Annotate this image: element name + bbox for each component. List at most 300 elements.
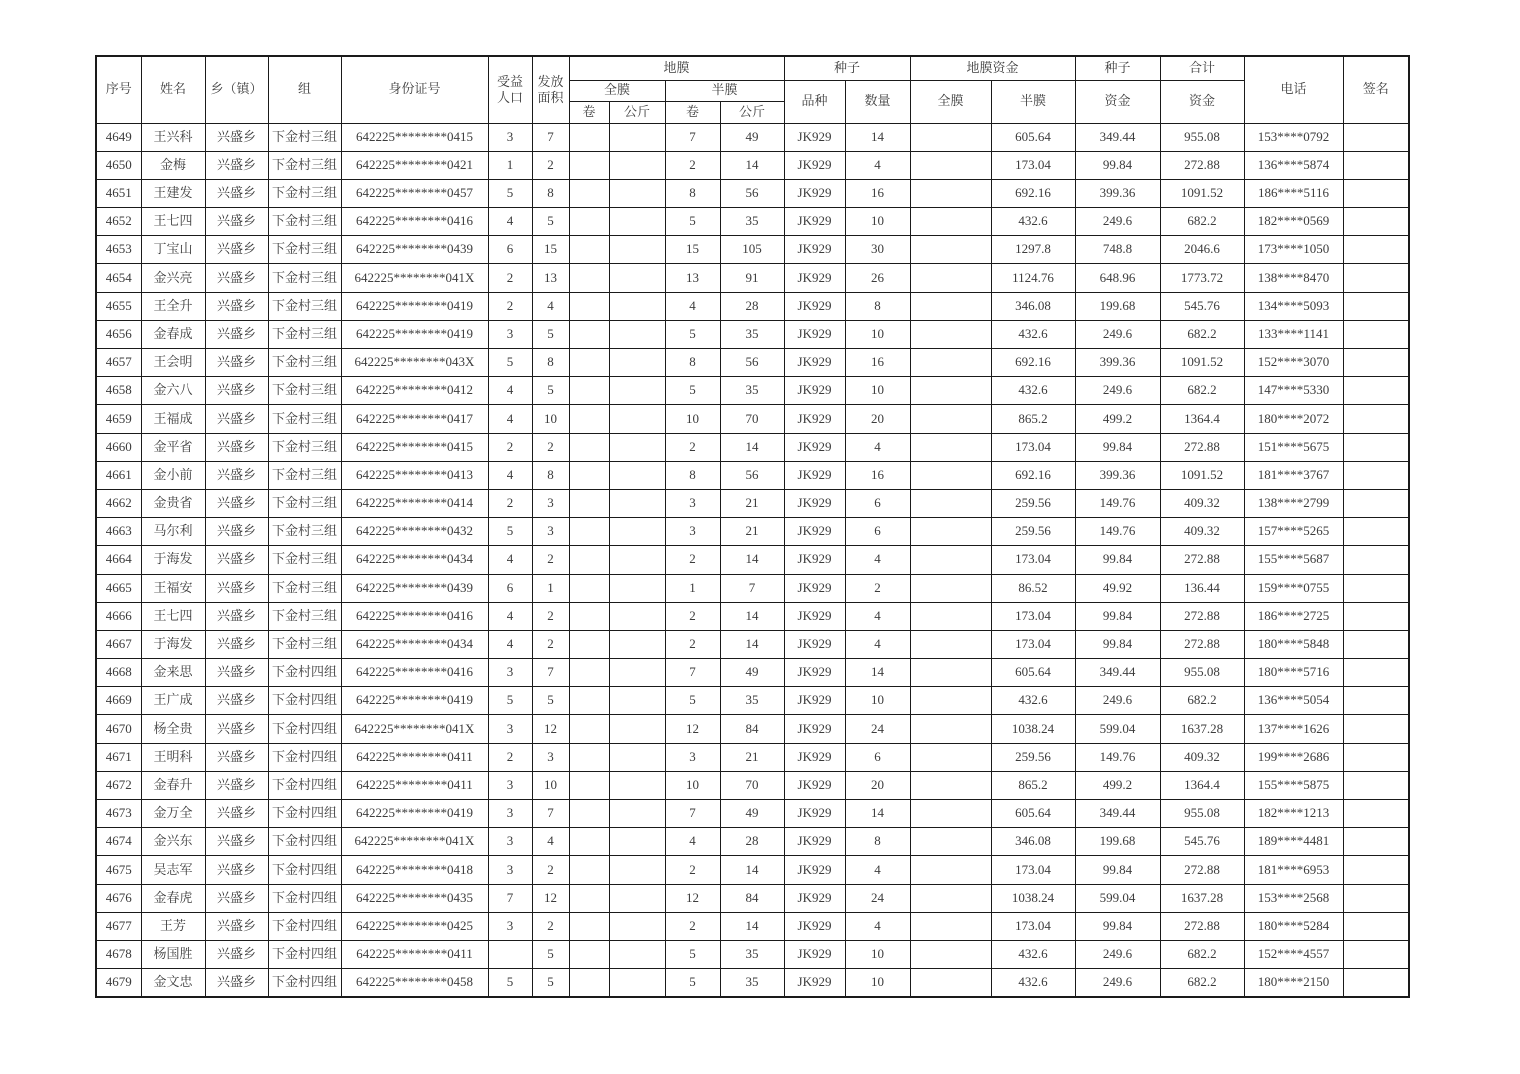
cell-fund-total: 1637.28 [1160, 884, 1244, 912]
cell-fund-total: 682.2 [1160, 940, 1244, 968]
header-half-film-rolls: 卷 [665, 101, 720, 123]
cell-township: 兴盛乡 [205, 151, 268, 179]
cell-half-film-rolls: 2 [665, 602, 720, 630]
cell-issue-area: 2 [532, 602, 569, 630]
header-variety: 品种 [784, 80, 845, 123]
cell-group: 下金村四组 [268, 940, 341, 968]
cell-seq: 4679 [96, 969, 141, 997]
cell-fund-total: 1364.4 [1160, 771, 1244, 799]
cell-signature [1343, 969, 1409, 997]
cell-issue-area: 5 [532, 687, 569, 715]
cell-group: 下金村三组 [268, 546, 341, 574]
table-row [96, 715, 1409, 743]
cell-fund-full-film [910, 856, 991, 884]
cell-signature [1343, 771, 1409, 799]
cell-half-film-rolls: 2 [665, 151, 720, 179]
cell-beneficiary-pop: 3 [488, 771, 532, 799]
cell-issue-area: 5 [532, 320, 569, 348]
cell-seed-qty: 16 [845, 349, 910, 377]
cell-id-number: 642225********0413 [341, 461, 488, 489]
cell-township: 兴盛乡 [205, 377, 268, 405]
cell-fund-half-film: 173.04 [991, 546, 1075, 574]
cell-seed-qty: 20 [845, 771, 910, 799]
cell-fund-seed: 499.2 [1075, 771, 1160, 799]
cell-group: 下金村三组 [268, 236, 341, 264]
cell-fund-half-film: 173.04 [991, 856, 1075, 884]
cell-seed-variety: JK929 [784, 236, 845, 264]
cell-fund-half-film: 1038.24 [991, 715, 1075, 743]
cell-seed-qty: 4 [845, 912, 910, 940]
cell-fund-half-film: 346.08 [991, 828, 1075, 856]
cell-beneficiary-pop: 3 [488, 912, 532, 940]
cell-fund-full-film [910, 771, 991, 799]
table-row [96, 828, 1409, 856]
cell-full-film-rolls [569, 940, 609, 968]
cell-full-film-rolls [569, 461, 609, 489]
cell-seed-variety: JK929 [784, 405, 845, 433]
cell-half-film-kg: 56 [720, 461, 784, 489]
cell-id-number: 642225********0416 [341, 602, 488, 630]
cell-township: 兴盛乡 [205, 940, 268, 968]
cell-half-film-rolls: 15 [665, 236, 720, 264]
cell-phone: 138****8470 [1244, 264, 1343, 292]
cell-full-film-rolls [569, 828, 609, 856]
cell-fund-full-film [910, 433, 991, 461]
cell-seed-variety: JK929 [784, 969, 845, 997]
cell-half-film-rolls: 3 [665, 518, 720, 546]
cell-id-number: 642225********0434 [341, 546, 488, 574]
cell-fund-total: 1091.52 [1160, 461, 1244, 489]
cell-township: 兴盛乡 [205, 574, 268, 602]
cell-seq: 4653 [96, 236, 141, 264]
cell-phone: 155****5687 [1244, 546, 1343, 574]
cell-seed-variety: JK929 [784, 546, 845, 574]
cell-township: 兴盛乡 [205, 602, 268, 630]
header-total-fund: 资金 [1160, 80, 1244, 123]
cell-group: 下金村三组 [268, 208, 341, 236]
cell-name: 金兴亮 [141, 264, 205, 292]
cell-signature [1343, 743, 1409, 771]
cell-seed-qty: 10 [845, 687, 910, 715]
cell-half-film-rolls: 10 [665, 771, 720, 799]
cell-half-film-kg: 14 [720, 546, 784, 574]
cell-half-film-rolls: 12 [665, 715, 720, 743]
cell-seq: 4658 [96, 377, 141, 405]
cell-name: 于海发 [141, 630, 205, 658]
header-total-top: 合计 [1160, 56, 1244, 80]
cell-half-film-kg: 49 [720, 123, 784, 151]
cell-half-film-kg: 91 [720, 264, 784, 292]
cell-id-number: 642225********0425 [341, 912, 488, 940]
cell-signature [1343, 377, 1409, 405]
cell-fund-seed: 99.84 [1075, 151, 1160, 179]
cell-half-film-rolls: 8 [665, 179, 720, 207]
cell-half-film-rolls: 3 [665, 743, 720, 771]
cell-fund-total: 409.32 [1160, 743, 1244, 771]
cell-fund-full-film [910, 349, 991, 377]
cell-seed-variety: JK929 [784, 687, 845, 715]
cell-fund-total: 682.2 [1160, 687, 1244, 715]
cell-group: 下金村三组 [268, 264, 341, 292]
cell-half-film-rolls: 2 [665, 546, 720, 574]
cell-fund-seed: 249.6 [1075, 377, 1160, 405]
cell-group: 下金村三组 [268, 292, 341, 320]
cell-name: 丁宝山 [141, 236, 205, 264]
cell-fund-half-film: 173.04 [991, 912, 1075, 940]
cell-half-film-rolls: 5 [665, 687, 720, 715]
cell-signature [1343, 179, 1409, 207]
cell-issue-area: 7 [532, 123, 569, 151]
cell-seq: 4667 [96, 630, 141, 658]
cell-half-film-kg: 14 [720, 151, 784, 179]
cell-seed-variety: JK929 [784, 377, 845, 405]
cell-fund-full-film [910, 687, 991, 715]
cell-township: 兴盛乡 [205, 320, 268, 348]
cell-half-film-kg: 28 [720, 292, 784, 320]
cell-issue-area: 1 [532, 574, 569, 602]
table-row [96, 800, 1409, 828]
cell-issue-area: 15 [532, 236, 569, 264]
cell-issue-area: 8 [532, 349, 569, 377]
cell-township: 兴盛乡 [205, 912, 268, 940]
cell-full-film-rolls [569, 349, 609, 377]
cell-beneficiary-pop: 2 [488, 489, 532, 517]
cell-fund-half-film: 173.04 [991, 151, 1075, 179]
table-row [96, 659, 1409, 687]
cell-half-film-rolls: 7 [665, 659, 720, 687]
cell-signature [1343, 292, 1409, 320]
cell-issue-area: 12 [532, 884, 569, 912]
cell-beneficiary-pop: 3 [488, 659, 532, 687]
cell-phone: 182****0569 [1244, 208, 1343, 236]
cell-fund-total: 955.08 [1160, 659, 1244, 687]
cell-id-number: 642225********0415 [341, 123, 488, 151]
cell-half-film-rolls: 4 [665, 292, 720, 320]
cell-name: 王建发 [141, 179, 205, 207]
cell-fund-seed: 149.76 [1075, 489, 1160, 517]
cell-seed-qty: 4 [845, 546, 910, 574]
cell-half-film-kg: 56 [720, 179, 784, 207]
cell-half-film-kg: 56 [720, 349, 784, 377]
table-row [96, 940, 1409, 968]
cell-half-film-kg: 14 [720, 630, 784, 658]
cell-seed-variety: JK929 [784, 659, 845, 687]
cell-seed-variety: JK929 [784, 602, 845, 630]
cell-group: 下金村三组 [268, 349, 341, 377]
cell-seq: 4675 [96, 856, 141, 884]
cell-issue-area: 13 [532, 264, 569, 292]
cell-fund-full-film [910, 602, 991, 630]
cell-fund-half-film: 865.2 [991, 405, 1075, 433]
cell-seed-qty: 10 [845, 940, 910, 968]
table-row [96, 489, 1409, 517]
cell-phone: 133****1141 [1244, 320, 1343, 348]
cell-signature [1343, 602, 1409, 630]
cell-fund-full-film [910, 800, 991, 828]
cell-seq: 4650 [96, 151, 141, 179]
cell-id-number: 642225********0417 [341, 405, 488, 433]
cell-beneficiary-pop: 5 [488, 518, 532, 546]
header-group: 组 [268, 56, 341, 123]
cell-phone: 181****6953 [1244, 856, 1343, 884]
table-row [96, 179, 1409, 207]
cell-beneficiary-pop: 3 [488, 123, 532, 151]
cell-seed-variety: JK929 [784, 320, 845, 348]
cell-full-film-rolls [569, 518, 609, 546]
cell-half-film-kg: 35 [720, 969, 784, 997]
cell-signature [1343, 884, 1409, 912]
cell-signature [1343, 349, 1409, 377]
cell-beneficiary-pop: 4 [488, 461, 532, 489]
cell-fund-total: 272.88 [1160, 912, 1244, 940]
cell-seed-qty: 16 [845, 461, 910, 489]
cell-half-film-rolls: 7 [665, 123, 720, 151]
table-row [96, 546, 1409, 574]
cell-half-film-kg: 35 [720, 940, 784, 968]
cell-seed-variety: JK929 [784, 800, 845, 828]
cell-name: 王会明 [141, 349, 205, 377]
cell-full-film-rolls [569, 884, 609, 912]
cell-half-film-kg: 21 [720, 518, 784, 546]
cell-seq: 4670 [96, 715, 141, 743]
cell-fund-seed: 399.36 [1075, 461, 1160, 489]
cell-id-number: 642225********0439 [341, 574, 488, 602]
cell-id-number: 642225********0414 [341, 489, 488, 517]
cell-township: 兴盛乡 [205, 828, 268, 856]
cell-township: 兴盛乡 [205, 349, 268, 377]
header-full-film-kg: 公斤 [609, 101, 665, 123]
cell-issue-area: 2 [532, 856, 569, 884]
cell-name: 金春虎 [141, 884, 205, 912]
cell-full-film-rolls [569, 377, 609, 405]
cell-issue-area: 10 [532, 405, 569, 433]
cell-full-film-kg [609, 461, 665, 489]
cell-beneficiary-pop: 2 [488, 292, 532, 320]
cell-fund-half-film: 432.6 [991, 208, 1075, 236]
cell-seed-variety: JK929 [784, 489, 845, 517]
cell-fund-seed: 199.68 [1075, 828, 1160, 856]
cell-seed-variety: JK929 [784, 715, 845, 743]
cell-beneficiary-pop: 4 [488, 208, 532, 236]
cell-issue-area: 2 [532, 151, 569, 179]
cell-issue-area: 5 [532, 969, 569, 997]
table-row [96, 377, 1409, 405]
cell-full-film-rolls [569, 151, 609, 179]
cell-seq: 4666 [96, 602, 141, 630]
cell-fund-full-film [910, 405, 991, 433]
cell-full-film-rolls [569, 264, 609, 292]
cell-full-film-rolls [569, 659, 609, 687]
cell-full-film-kg [609, 123, 665, 151]
cell-seq: 4651 [96, 179, 141, 207]
cell-beneficiary-pop: 4 [488, 377, 532, 405]
table-row [96, 405, 1409, 433]
cell-fund-total: 545.76 [1160, 828, 1244, 856]
cell-beneficiary-pop: 6 [488, 574, 532, 602]
cell-beneficiary-pop: 2 [488, 264, 532, 292]
cell-full-film-kg [609, 602, 665, 630]
cell-name: 王广成 [141, 687, 205, 715]
cell-fund-total: 136.44 [1160, 574, 1244, 602]
cell-township: 兴盛乡 [205, 884, 268, 912]
cell-full-film-rolls [569, 771, 609, 799]
cell-half-film-kg: 28 [720, 828, 784, 856]
cell-fund-total: 1091.52 [1160, 179, 1244, 207]
cell-fund-seed: 99.84 [1075, 630, 1160, 658]
cell-issue-area: 2 [532, 433, 569, 461]
cell-group: 下金村三组 [268, 405, 341, 433]
cell-seq: 4672 [96, 771, 141, 799]
cell-id-number: 642225********0434 [341, 630, 488, 658]
cell-issue-area: 5 [532, 940, 569, 968]
cell-group: 下金村四组 [268, 771, 341, 799]
cell-township: 兴盛乡 [205, 856, 268, 884]
cell-name: 金春成 [141, 320, 205, 348]
cell-half-film-rolls: 5 [665, 208, 720, 236]
cell-half-film-rolls: 1 [665, 574, 720, 602]
cell-seed-variety: JK929 [784, 349, 845, 377]
table-row [96, 912, 1409, 940]
cell-seed-qty: 10 [845, 208, 910, 236]
cell-seed-qty: 4 [845, 856, 910, 884]
cell-group: 下金村三组 [268, 630, 341, 658]
cell-fund-full-film [910, 969, 991, 997]
cell-full-film-kg [609, 433, 665, 461]
cell-half-film-rolls: 3 [665, 489, 720, 517]
cell-id-number: 642225********043X [341, 349, 488, 377]
table-row [96, 349, 1409, 377]
cell-full-film-kg [609, 208, 665, 236]
table-row [96, 236, 1409, 264]
header-seed-fund-top: 种子 [1075, 56, 1160, 80]
cell-full-film-kg [609, 264, 665, 292]
cell-fund-total: 409.32 [1160, 489, 1244, 517]
cell-seq: 4656 [96, 320, 141, 348]
cell-beneficiary-pop: 2 [488, 743, 532, 771]
cell-name: 金六八 [141, 377, 205, 405]
header-issue-area: 发放 面积 [532, 56, 569, 123]
cell-id-number: 642225********0416 [341, 659, 488, 687]
cell-seed-qty: 2 [845, 574, 910, 602]
cell-name: 王兴科 [141, 123, 205, 151]
table-row [96, 630, 1409, 658]
cell-beneficiary-pop: 2 [488, 433, 532, 461]
cell-full-film-rolls [569, 912, 609, 940]
cell-fund-full-film [910, 546, 991, 574]
cell-signature [1343, 489, 1409, 517]
cell-seed-qty: 4 [845, 630, 910, 658]
cell-half-film-kg: 84 [720, 715, 784, 743]
cell-beneficiary-pop: 6 [488, 236, 532, 264]
cell-issue-area: 7 [532, 659, 569, 687]
cell-fund-half-film: 432.6 [991, 377, 1075, 405]
cell-phone: 153****0792 [1244, 123, 1343, 151]
cell-issue-area: 4 [532, 828, 569, 856]
cell-full-film-rolls [569, 715, 609, 743]
cell-seq: 4662 [96, 489, 141, 517]
cell-seed-qty: 20 [845, 405, 910, 433]
cell-group: 下金村四组 [268, 743, 341, 771]
cell-full-film-kg [609, 349, 665, 377]
cell-fund-half-film: 173.04 [991, 630, 1075, 658]
cell-beneficiary-pop: 1 [488, 151, 532, 179]
cell-full-film-rolls [569, 630, 609, 658]
cell-fund-seed: 349.44 [1075, 659, 1160, 687]
cell-fund-full-film [910, 743, 991, 771]
cell-full-film-kg [609, 771, 665, 799]
cell-seq: 4676 [96, 884, 141, 912]
cell-fund-total: 2046.6 [1160, 236, 1244, 264]
cell-half-film-kg: 70 [720, 771, 784, 799]
cell-fund-full-film [910, 208, 991, 236]
cell-id-number: 642225********0457 [341, 179, 488, 207]
cell-fund-seed: 249.6 [1075, 969, 1160, 997]
cell-full-film-kg [609, 574, 665, 602]
cell-signature [1343, 433, 1409, 461]
cell-half-film-kg: 84 [720, 884, 784, 912]
cell-fund-seed: 648.96 [1075, 264, 1160, 292]
cell-fund-total: 682.2 [1160, 377, 1244, 405]
cell-name: 金小前 [141, 461, 205, 489]
cell-seed-variety: JK929 [784, 940, 845, 968]
cell-fund-full-film [910, 320, 991, 348]
cell-fund-half-film: 346.08 [991, 292, 1075, 320]
cell-seed-variety: JK929 [784, 151, 845, 179]
table-row [96, 320, 1409, 348]
cell-id-number: 642225********0419 [341, 292, 488, 320]
cell-fund-full-film [910, 574, 991, 602]
cell-fund-total: 272.88 [1160, 630, 1244, 658]
cell-half-film-kg: 35 [720, 687, 784, 715]
cell-township: 兴盛乡 [205, 743, 268, 771]
cell-seed-variety: JK929 [784, 912, 845, 940]
cell-seed-qty: 26 [845, 264, 910, 292]
cell-phone: 181****3767 [1244, 461, 1343, 489]
cell-seq: 4654 [96, 264, 141, 292]
cell-phone: 180****2150 [1244, 969, 1343, 997]
cell-fund-seed: 399.36 [1075, 179, 1160, 207]
cell-issue-area: 7 [532, 800, 569, 828]
cell-id-number: 642225********0411 [341, 771, 488, 799]
cell-signature [1343, 461, 1409, 489]
cell-fund-full-film [910, 292, 991, 320]
cell-half-film-rolls: 5 [665, 377, 720, 405]
cell-fund-seed: 99.84 [1075, 546, 1160, 574]
header-half-film-kg: 公斤 [720, 101, 784, 123]
cell-seed-variety: JK929 [784, 264, 845, 292]
cell-fund-total: 409.32 [1160, 518, 1244, 546]
cell-name: 王福成 [141, 405, 205, 433]
cell-id-number: 642225********0421 [341, 151, 488, 179]
cell-name: 金文忠 [141, 969, 205, 997]
header-seed: 种子 [784, 56, 910, 80]
cell-seq: 4665 [96, 574, 141, 602]
cell-half-film-kg: 49 [720, 659, 784, 687]
cell-name: 金平省 [141, 433, 205, 461]
cell-id-number: 642225********0435 [341, 884, 488, 912]
cell-half-film-kg: 35 [720, 208, 784, 236]
cell-seq: 4668 [96, 659, 141, 687]
cell-fund-half-film: 173.04 [991, 433, 1075, 461]
cell-fund-half-film: 865.2 [991, 771, 1075, 799]
cell-full-film-kg [609, 969, 665, 997]
cell-seed-qty: 8 [845, 828, 910, 856]
cell-seq: 4661 [96, 461, 141, 489]
table-row [96, 687, 1409, 715]
cell-beneficiary-pop: 4 [488, 405, 532, 433]
cell-full-film-kg [609, 518, 665, 546]
cell-phone: 180****5716 [1244, 659, 1343, 687]
